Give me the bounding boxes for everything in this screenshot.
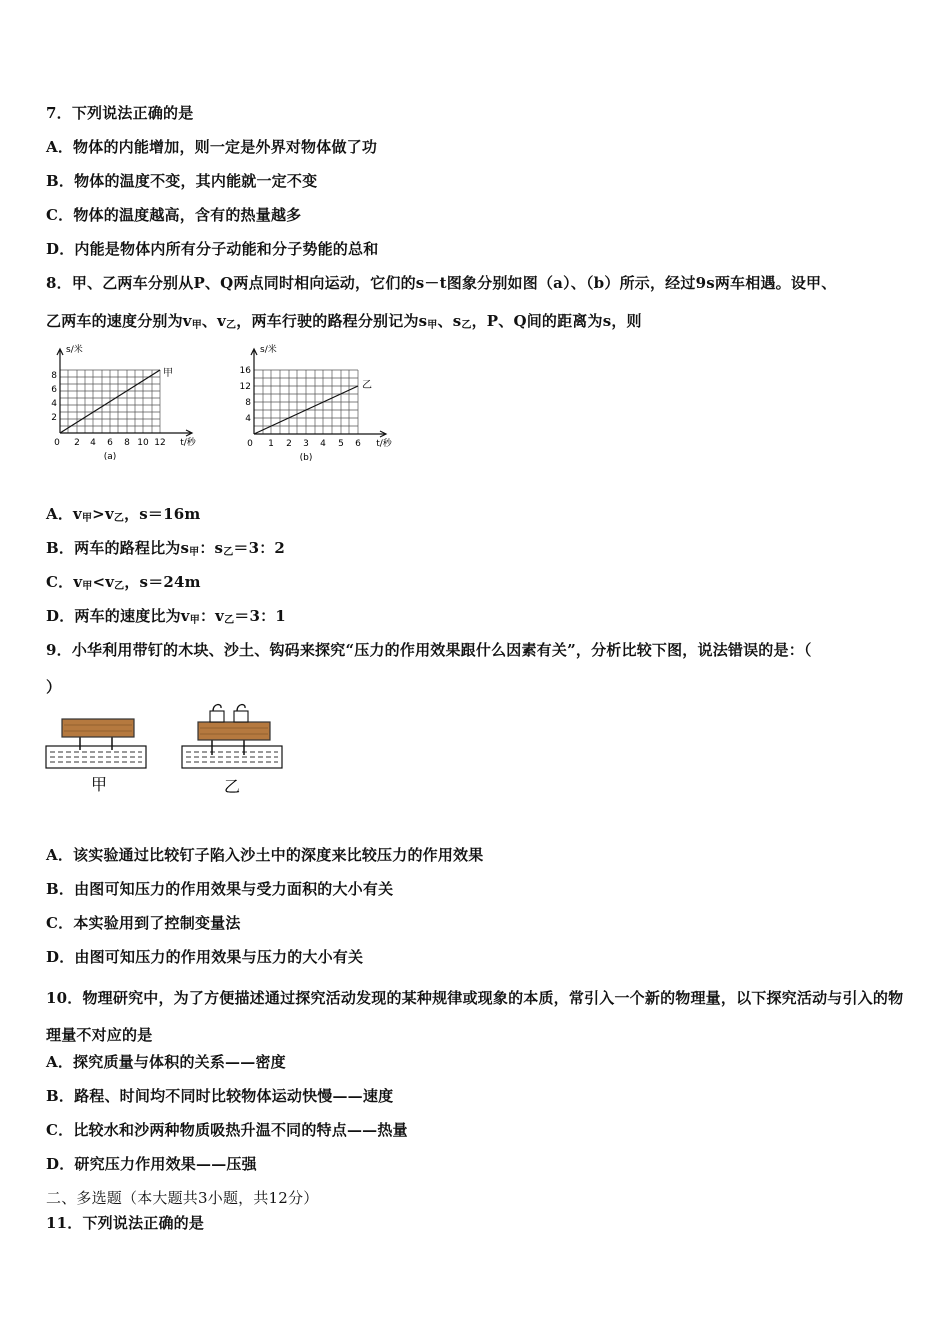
q7-option-a: A．物体的内能增加，则一定是外界对物体做了功: [46, 138, 378, 156]
q8-option-c: C．$v_甲<v_乙$，s＝24m: [46, 573, 201, 592]
q9-option-b: B．由图可知压力的作用效果与受力面积的大小有关: [46, 880, 394, 898]
q8-stem-line1: 8．甲、乙两车分别从P、Q两点同时相向运动，它们的s－t图象分别如图（a）、（b）所示，经过9s两车相遇。设甲、: [46, 274, 837, 292]
q9-stem-line1: 9．小华利用带钉的木块、沙土、钩码来探究“压力的作用效果跟什么因素有关”，分析比较下图，说法错误的是：（: [46, 641, 812, 659]
graph-a-origin: 0: [54, 438, 60, 448]
graph-a-line-label: 甲: [163, 368, 173, 379]
graph-b-xtick: 1: [268, 439, 274, 449]
graph-a-xtick: 6: [107, 438, 113, 448]
graph-a-ytick: 6: [51, 385, 57, 395]
sand-box-yi: [182, 746, 282, 768]
graph-b-ytick: 16: [239, 366, 251, 376]
st-graph-b: [236, 342, 406, 464]
graph-a-xtick: 2: [74, 438, 80, 448]
label-yi: 乙: [223, 777, 241, 796]
q8-option-b: B．两车的路程比为$s_甲$：$s_乙=3$：2: [46, 539, 286, 558]
graph-b-xtick: 2: [286, 439, 292, 449]
sand-box-jia: [46, 746, 146, 768]
graph-a-xtick: 8: [124, 438, 130, 448]
graph-a-ytick: 4: [51, 399, 57, 409]
graph-a-xtick: 12: [154, 438, 166, 448]
graph-b-xtick: 3: [303, 439, 309, 449]
q10-option-a: A．探究质量与体积的关系——密度: [46, 1053, 286, 1071]
q10-stem: 10．物理研究中，为了方便描述通过探究活动发现的某种规律或现象的本质，常引入一个新的物理量，以下探究活动与引入的物理量不对应的是: [46, 989, 904, 1044]
graph-b-caption: (b): [299, 453, 313, 463]
q9-option-d: D．由图可知压力的作用效果与压力的大小有关: [46, 948, 364, 966]
q9-stem-line2: ）: [46, 678, 62, 696]
q8-option-a: A．$v_甲>v_乙$，s＝16m: [46, 505, 201, 524]
q7-option-c: C．物体的温度越高，含有的热量越多: [46, 206, 302, 224]
q7-stem: 7．下列说法正确的是: [46, 104, 194, 122]
graph-a-ylabel: s/米: [66, 345, 83, 355]
graph-b-ytick: 4: [245, 414, 251, 424]
q8-stem-line2: 乙两车的速度分别为$v_甲$、$v_乙$，两车行驶的路程分别记为$s_甲$、$s_乙$，P、Q间的距离为s，则: [46, 312, 642, 331]
q8-option-d: D．两车的速度比为$v_甲$：$v_乙=3$：1: [46, 607, 286, 626]
pressure-experiment-figure: [44, 700, 289, 800]
graph-b-xtick: 6: [355, 439, 361, 449]
graph-b-origin: 0: [247, 439, 253, 449]
q7-option-d: D．内能是物体内所有分子动能和分子势能的总和: [46, 240, 379, 258]
wood-block-yi: [198, 722, 270, 740]
graph-b-ytick: 8: [245, 398, 251, 408]
st-graph-a: [46, 342, 216, 464]
q10-option-c: C．比较水和沙两种物质吸热升温不同的特点——热量: [46, 1121, 408, 1139]
graph-a-xlabel: t/秒: [180, 438, 196, 448]
q10-option-b: B．路程、时间均不同时比较物体运动快慢——速度: [46, 1087, 394, 1105]
graph-a-xtick: 4: [90, 438, 96, 448]
q10-option-d: D．研究压力作用效果——压强: [46, 1155, 257, 1173]
label-jia: 甲: [90, 775, 108, 794]
graph-b-xlabel: t/秒: [376, 439, 392, 449]
graph-b-xtick: 5: [338, 439, 344, 449]
q9-option-a: A．该实验通过比较钉子陷入沙土中的深度来比较压力的作用效果: [46, 846, 484, 864]
graph-a-caption: (a): [103, 452, 117, 462]
graph-b-line-label: 乙: [362, 380, 372, 391]
graph-b-ylabel: s/米: [260, 345, 277, 355]
graph-a-ytick: 2: [51, 413, 57, 423]
wood-block-jia: [62, 719, 134, 737]
graph-a-ytick: 8: [51, 371, 57, 381]
hook-weights: [210, 705, 248, 722]
graph-b-xtick: 4: [320, 439, 326, 449]
section-heading: 二、多选题（本大题共3小题，共12分）: [46, 1189, 319, 1207]
q11-stem: 11．下列说法正确的是: [46, 1214, 205, 1232]
graph-a-xtick: 10: [137, 438, 149, 448]
q9-option-c: C．本实验用到了控制变量法: [46, 914, 241, 932]
graph-b-ytick: 12: [239, 382, 251, 392]
q7-option-b: B．物体的温度不变，其内能就一定不变: [46, 172, 318, 190]
